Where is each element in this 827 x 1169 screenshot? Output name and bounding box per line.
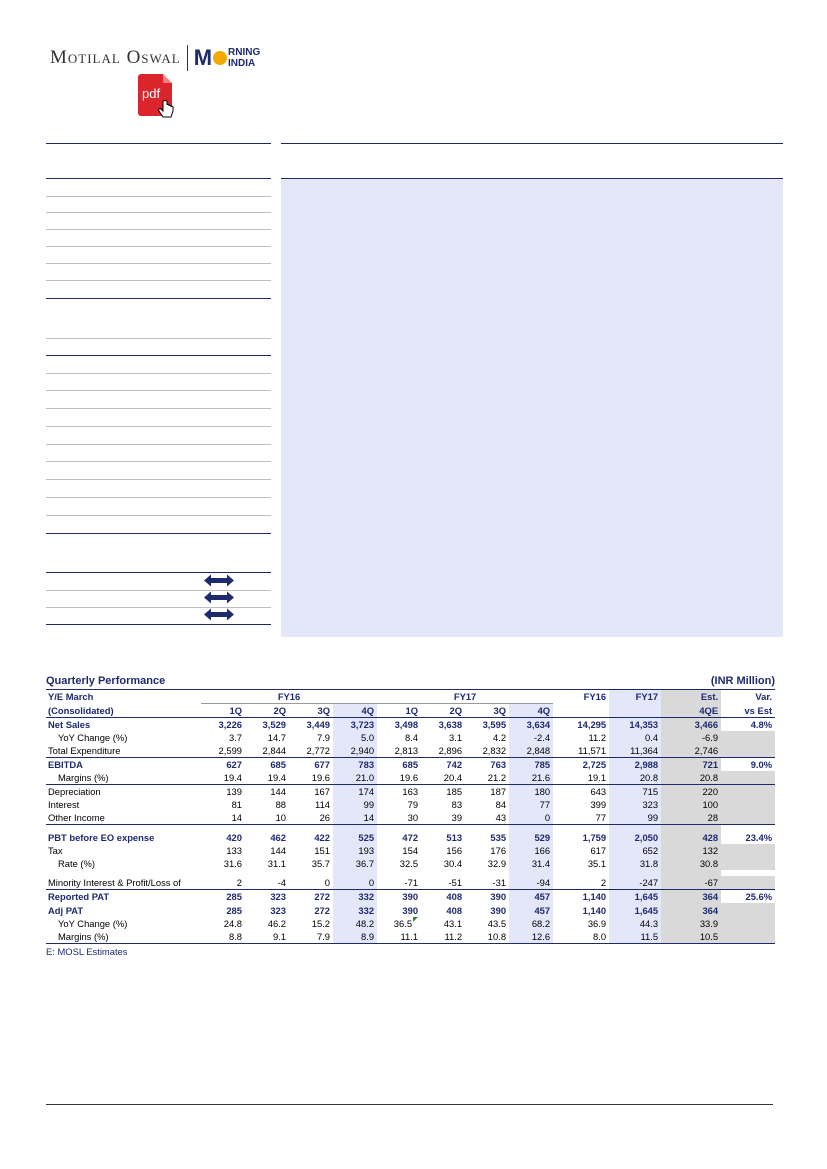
table-cell: 643	[553, 785, 609, 799]
table-cell: 390	[490, 904, 507, 916]
table-cell: 220	[661, 785, 721, 799]
table-cell: 11.2	[421, 930, 465, 944]
table-cell: 715	[609, 785, 661, 799]
table-cell	[721, 798, 775, 811]
table-cell: 19.6	[399, 772, 419, 784]
table-row	[46, 857, 775, 870]
table-cell: 132	[661, 844, 721, 857]
table-cell: 2,599	[218, 745, 242, 757]
brand-logo	[50, 44, 260, 72]
row-label: EBITDA	[46, 758, 201, 772]
divider	[46, 426, 271, 427]
table-cell: 36.7	[333, 857, 377, 870]
table-cell: 36.5	[377, 917, 421, 930]
table-cell: 3,529	[262, 719, 286, 730]
divider	[46, 444, 271, 445]
table-cell: -4	[245, 876, 289, 890]
table-cell: -31	[465, 876, 509, 890]
divider	[46, 229, 271, 230]
table-cell: 133	[226, 845, 242, 857]
table-cell: 2,746	[661, 744, 721, 758]
brand-separator	[187, 45, 188, 71]
table-cell: 7.9	[289, 930, 333, 944]
table-cell: 4.2	[493, 732, 507, 744]
header-var: Var.	[755, 691, 773, 703]
table-cell: 2,844	[262, 745, 286, 757]
divider	[46, 298, 271, 299]
row-label: YoY Change (%)	[58, 917, 128, 929]
table-cell: 390	[402, 891, 419, 903]
table-cell: 23.4%	[745, 831, 773, 843]
table-cell: 15.2	[311, 917, 330, 929]
table-cell: 1,645	[609, 890, 661, 904]
table-cell: 44.3	[609, 917, 661, 930]
footer-divider	[46, 1104, 773, 1105]
table-cell: 457	[509, 890, 553, 904]
table-cell: 10.5	[661, 930, 721, 944]
table-cell: 32.5	[399, 858, 419, 870]
header-blank	[553, 704, 609, 718]
table-cell: 11.1	[377, 930, 421, 944]
table-cell: 36.9	[587, 917, 607, 929]
table-cell: 2,832	[482, 745, 507, 757]
table-cell: 83	[451, 799, 463, 811]
table-cell: 31.8	[609, 857, 661, 870]
brand-name: Motilal Oswal	[50, 47, 181, 68]
divider	[46, 196, 271, 197]
table-row	[46, 930, 775, 944]
table-cell: 7.9	[316, 732, 330, 744]
table-cell: 1,645	[609, 903, 661, 916]
table-cell: 14	[201, 811, 245, 825]
table-cell: 390	[402, 904, 419, 916]
divider	[46, 461, 271, 462]
table-row	[46, 876, 775, 890]
table-cell: 19.4	[223, 772, 242, 784]
table-cell: 30.8	[661, 857, 721, 870]
table-cell: 100	[661, 798, 721, 811]
row-label: Interest	[48, 799, 80, 811]
table-cell: 43	[465, 811, 509, 825]
table-cell: -67	[661, 876, 721, 890]
row-label: Margins (%)	[58, 772, 109, 784]
table-cell: 2,896	[438, 745, 463, 757]
table-cell: 285	[226, 891, 242, 903]
table-cell: 513	[446, 831, 463, 843]
table-cell: 285	[226, 904, 242, 916]
table-cell: 185	[421, 785, 465, 799]
divider	[46, 373, 271, 374]
table-cell: 785	[509, 758, 553, 772]
table-cell: 3,226	[218, 719, 242, 730]
table-cell: 3,595	[482, 719, 507, 730]
table-cell: -6.9	[661, 731, 721, 744]
table-cell: 9.1	[245, 930, 289, 944]
table-cell: 114	[315, 799, 330, 811]
table-cell: 9.0%	[721, 758, 775, 772]
table-cell: 14,295	[577, 719, 607, 730]
table-cell: 31.1	[267, 858, 286, 870]
table-cell: 3,498	[394, 719, 419, 730]
comment-marker-icon	[413, 917, 418, 922]
table-cell: 390	[490, 891, 507, 903]
table-row	[46, 903, 775, 916]
row-label: Total Expenditure	[48, 745, 121, 757]
table-row	[46, 731, 775, 744]
divider	[46, 408, 271, 409]
table-cell: 24.8	[223, 917, 242, 929]
table-cell: 30.4	[443, 858, 463, 870]
table-cell: 151	[314, 845, 330, 857]
pdf-file-icon[interactable]	[138, 74, 176, 122]
table-cell: 8.9	[333, 930, 377, 944]
header-quarter: 3Q	[465, 704, 509, 718]
divider	[46, 479, 271, 480]
brand-logo-m: M	[193, 45, 213, 70]
table-cell: 31.4	[509, 857, 553, 870]
table-cell: 14.7	[267, 732, 286, 744]
table-cell: 46.2	[267, 917, 286, 929]
table-cell: 81	[231, 799, 242, 811]
table-cell: 79	[407, 799, 419, 811]
table-cell: 2,940	[333, 744, 377, 758]
brand-sub-bottom: INDIA	[228, 58, 256, 69]
table-cell: 742	[421, 758, 465, 772]
table-cell	[721, 857, 775, 870]
header-quarter: 1Q	[201, 704, 245, 718]
table-cell: 11.5	[609, 930, 661, 944]
table-cell	[721, 876, 775, 890]
double-arrow-icon	[204, 608, 234, 621]
table-cell: 30	[377, 811, 421, 825]
table-cell: 21.0	[333, 771, 377, 785]
divider	[46, 246, 271, 247]
divider	[46, 624, 271, 625]
divider	[46, 263, 271, 264]
header-ye-march: Y/E March	[48, 691, 94, 703]
table-cell: 77	[509, 798, 553, 811]
table-cell: 2,050	[609, 831, 661, 844]
table-cell: -2.4	[509, 731, 553, 744]
table-cell: 39	[421, 811, 465, 825]
table-cell: 10.8	[465, 930, 509, 944]
divider	[46, 338, 271, 339]
table-cell: 408	[446, 891, 463, 903]
table-cell: 323	[270, 891, 286, 903]
table-cell: 14	[333, 811, 377, 825]
header-est: Est.	[661, 690, 721, 704]
table-row	[46, 798, 775, 811]
table-cell: 0	[289, 876, 333, 890]
table-footnote: E: MOSL Estimates	[46, 945, 128, 957]
divider	[46, 515, 271, 516]
table-cell: 3,449	[306, 719, 330, 730]
table-cell: 3,634	[509, 718, 553, 732]
hand-pointer-icon	[158, 100, 174, 120]
table-cell: 84	[495, 799, 507, 811]
table-cell	[721, 731, 775, 744]
table-cell: 154	[402, 845, 419, 857]
table-cell: 685	[245, 758, 289, 772]
row-label: Depreciation	[46, 785, 201, 799]
table-cell: 31.6	[223, 858, 242, 870]
row-label: Reported PAT	[48, 891, 110, 903]
table-cell	[721, 811, 775, 825]
divider	[46, 390, 271, 391]
row-label: PBT before EO expense	[48, 831, 155, 843]
header-fy17-group: FY17	[377, 690, 553, 704]
header-blank	[609, 704, 661, 718]
table-cell: 721	[661, 758, 721, 772]
table-cell: 25.6%	[745, 891, 773, 903]
table-cell: 68.2	[509, 917, 553, 930]
row-label: Other Income	[46, 811, 201, 825]
table-cell: 8.0	[553, 930, 609, 944]
table-cell: 617	[590, 845, 607, 857]
table-cell: 272	[314, 891, 330, 903]
table-cell: 77	[553, 811, 609, 825]
table-cell: 28	[661, 811, 721, 825]
table-cell: 139	[201, 785, 245, 799]
table-cell: 43.5	[487, 917, 507, 929]
table-cell: 12.6	[509, 930, 553, 944]
table-cell: 3.7	[228, 732, 242, 744]
divider	[46, 280, 271, 281]
table-cell: 2,725	[553, 758, 609, 772]
header-quarter: 1Q	[377, 704, 421, 718]
table-cell: 20.8	[609, 771, 661, 785]
table-cell: 43.1	[443, 917, 463, 929]
table-cell: 163	[377, 785, 421, 799]
table-title: Quarterly Performance	[46, 675, 166, 687]
table-cell	[721, 917, 775, 930]
table-cell	[721, 785, 775, 799]
table-cell: 783	[333, 758, 377, 772]
table-cell: 3,466	[661, 718, 721, 732]
double-arrow-icon	[204, 591, 234, 604]
table-cell: -51	[421, 876, 465, 890]
header-quarter: 4Q	[333, 704, 377, 718]
row-label: Margins (%)	[46, 930, 201, 944]
table-row	[46, 744, 775, 758]
right-top-divider	[281, 143, 783, 144]
table-row	[46, 758, 775, 772]
divider	[46, 572, 271, 573]
table-cell: 174	[333, 785, 377, 799]
divider	[46, 497, 271, 498]
table-cell: 535	[490, 831, 507, 843]
table-cell: 323	[609, 798, 661, 811]
table-cell: 2	[201, 876, 245, 890]
table-cell: 0	[333, 876, 377, 890]
right-shaded-panel	[281, 178, 783, 637]
header-consolidated: (Consolidated)	[46, 704, 201, 718]
table-cell: 408	[446, 904, 463, 916]
header-quarter: 4Q	[509, 704, 553, 718]
table-cell: 2,813	[394, 745, 419, 757]
brand-logo-sun-icon	[213, 51, 227, 65]
table-cell: 652	[609, 844, 661, 857]
table-cell: 525	[333, 831, 377, 844]
table-cell: 32.9	[487, 858, 507, 870]
table-cell: 35.7	[311, 858, 330, 870]
table-cell: 529	[509, 831, 553, 844]
table-cell: 364	[661, 903, 721, 916]
table-row	[46, 785, 775, 799]
quarterly-performance-section	[46, 674, 775, 957]
table-row	[46, 890, 775, 904]
table-cell: 2,848	[509, 744, 553, 758]
table-cell	[721, 744, 775, 758]
table-row	[46, 771, 775, 785]
table-unit: (INR Million)	[710, 675, 775, 687]
table-cell: 8.4	[405, 732, 419, 744]
header-quarter: 2Q	[245, 704, 289, 718]
table-cell: -94	[509, 876, 553, 890]
table-cell: 10	[245, 811, 289, 825]
table-cell: 99	[609, 811, 661, 825]
table-row	[46, 718, 775, 732]
table-cell: 19.6	[311, 772, 330, 784]
table-cell: 462	[270, 831, 286, 843]
table-cell: -71	[377, 876, 421, 890]
table-cell: 1,759	[582, 831, 607, 843]
pdf-label: pdf	[142, 86, 161, 101]
table-cell: 99	[333, 798, 377, 811]
table-cell: 21.2	[487, 772, 507, 784]
table-cell: 14,353	[609, 718, 661, 732]
table-cell: 88	[275, 799, 286, 811]
double-arrow-icon	[204, 574, 234, 587]
table-cell: 35.1	[587, 858, 607, 870]
table-cell	[721, 844, 775, 857]
divider	[46, 355, 271, 356]
row-label: Net Sales	[48, 719, 91, 730]
table-cell: 5.0	[333, 731, 377, 744]
table-cell: 144	[245, 785, 289, 799]
table-cell: 422	[314, 831, 330, 843]
header-fy17-annual: FY17	[609, 690, 661, 704]
header-quarter: 3Q	[289, 704, 333, 718]
table-cell: 187	[465, 785, 509, 799]
table-cell: 8.8	[201, 930, 245, 944]
table-cell	[721, 930, 775, 944]
row-label: Tax	[48, 845, 63, 857]
table-cell: -247	[609, 876, 661, 890]
table-cell	[721, 903, 775, 916]
table-row	[46, 844, 775, 857]
header-fy16-group: FY16	[201, 690, 377, 704]
table-subheader-row	[46, 704, 775, 718]
table-cell: 4.8%	[750, 719, 773, 730]
brand-sub-top: RNING	[228, 47, 261, 58]
table-cell: 193	[333, 844, 377, 857]
table-cell: 19.1	[587, 772, 607, 784]
table-cell: 323	[270, 904, 286, 916]
table-cell: 180	[509, 785, 553, 799]
table-cell: 1,140	[582, 891, 607, 903]
table-cell: 272	[314, 904, 330, 916]
divider	[46, 590, 271, 591]
table-cell: 26	[289, 811, 333, 825]
table-cell: 2,988	[609, 758, 661, 772]
table-cell: 167	[289, 785, 333, 799]
table-cell: 144	[270, 845, 286, 857]
divider	[46, 178, 271, 179]
table-cell: 2	[553, 876, 609, 890]
table-cell: 11.2	[588, 732, 607, 744]
table-cell: 166	[509, 844, 553, 857]
table-cell: 156	[446, 845, 463, 857]
table-title-bar	[46, 674, 775, 689]
table-cell: 685	[377, 758, 421, 772]
table-cell: 21.6	[509, 771, 553, 785]
table-cell: 3,638	[438, 719, 463, 730]
row-label: Minority Interest & Profit/Loss of	[46, 876, 201, 890]
table-cell: 364	[661, 890, 721, 904]
table-cell: 20.8	[661, 771, 721, 785]
header-quarter: 2Q	[421, 704, 465, 718]
table-cell: 0.4	[609, 731, 661, 744]
table-cell: 420	[226, 831, 242, 843]
table-cell: 20.4	[443, 772, 463, 784]
table-cell: 11,364	[609, 744, 661, 758]
table-header-row	[46, 690, 775, 704]
table-cell: 19.4	[267, 772, 286, 784]
quarterly-performance-table	[46, 690, 775, 944]
table-cell: 399	[590, 799, 607, 811]
table-cell: 332	[333, 903, 377, 916]
table-cell: 428	[661, 831, 721, 844]
row-label: YoY Change (%)	[58, 732, 128, 744]
header-var-sub: vs Est	[721, 704, 775, 718]
table-cell: 763	[465, 758, 509, 772]
table-row	[46, 831, 775, 844]
table-cell: 3.1	[449, 732, 463, 744]
table-cell: 0	[509, 811, 553, 825]
table-cell: 332	[333, 890, 377, 904]
row-label: Adj PAT	[48, 904, 84, 916]
divider	[46, 533, 271, 534]
divider	[46, 212, 271, 213]
table-cell: 627	[201, 758, 245, 772]
table-cell: 176	[490, 845, 507, 857]
table-cell: 33.9	[661, 917, 721, 930]
table-cell: 48.2	[333, 917, 377, 930]
table-cell: 2,772	[306, 745, 330, 757]
row-label: Rate (%)	[58, 858, 95, 870]
header-est-quarter: 4QE	[661, 704, 721, 718]
table-cell: 11,571	[578, 745, 607, 757]
divider	[46, 143, 271, 144]
table-cell: 457	[509, 903, 553, 916]
table-cell: 472	[402, 831, 419, 843]
table-cell	[721, 771, 775, 785]
table-cell: 3,723	[333, 718, 377, 732]
table-cell: 1,140	[582, 904, 607, 916]
brand-sub	[228, 47, 260, 69]
table-row	[46, 917, 775, 930]
table-row	[46, 811, 775, 825]
header-fy16-annual: FY16	[583, 691, 607, 703]
table-cell: 677	[289, 758, 333, 772]
divider	[46, 607, 271, 608]
